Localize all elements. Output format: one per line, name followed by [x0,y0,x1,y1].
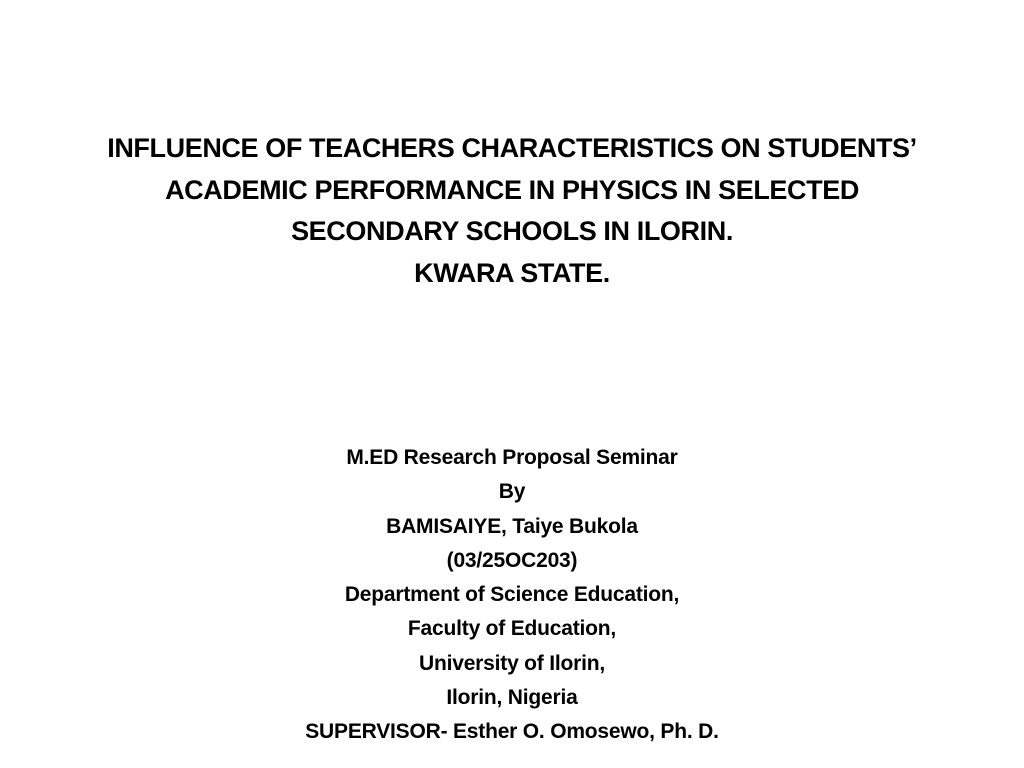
presenter-info [112,441,912,750]
seminar-type: M.ED Research Proposal Seminar [346,446,678,469]
matric-number: (03/25OC203) [446,548,578,572]
location: Ilorin, Nigeria [446,686,578,710]
slide-title [40,128,984,294]
supervisor: SUPERVISOR- Esther O. Omosewo, Ph. D. [305,720,719,744]
title-line-2: ACADEMIC PERFORMANCE IN PHYSICS IN SELECTED [165,174,859,205]
university: University of Ilorin, [419,651,605,675]
faculty: Faculty of Education, [407,617,617,641]
presenter-name: BAMISAIYE, Taiye Bukola [386,514,638,538]
title-line-4: KWARA STATE. [414,257,610,288]
title-line-3: SECONDARY SCHOOLS IN ILORIN. [291,216,733,246]
department: Department of Science Education, [344,583,680,607]
title-line-1: INFLUENCE OF TEACHERS CHARACTERISTICS ON STUDENTS’ [107,133,917,163]
by-label: By [498,480,526,504]
